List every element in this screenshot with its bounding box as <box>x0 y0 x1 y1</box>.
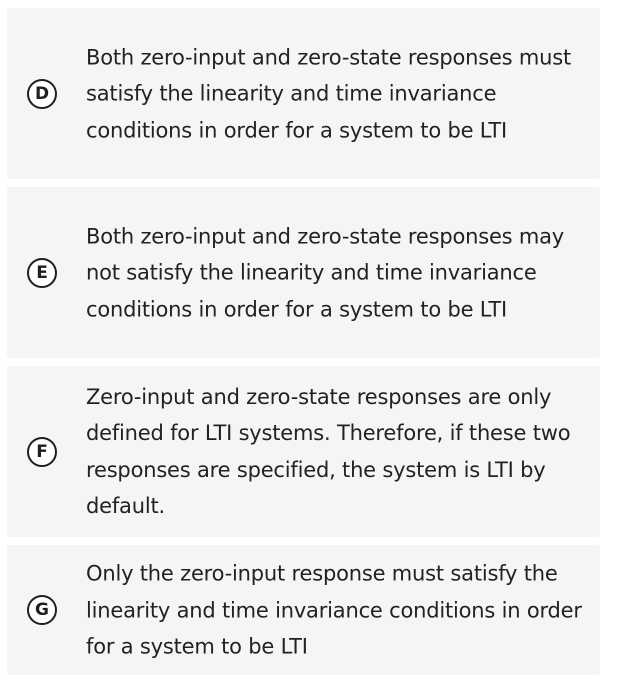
option-letter-badge-e: E <box>27 258 57 288</box>
option-text-g: Only the zero-input response must satisfy the linearity and time invariance conditions in order for a system to be LTI <box>86 561 582 659</box>
option-d[interactable] <box>7 8 600 179</box>
option-f[interactable] <box>7 366 600 537</box>
option-letter-badge-f: F <box>27 437 57 467</box>
answer-options <box>7 8 600 683</box>
option-text-e: Both zero-input and zero-state responses may not satisfy the linearity and time invariance conditions in order for a system to be LTI <box>86 223 565 321</box>
option-text-f: Zero-input and zero-state responses are only defined for LTI systems. Therefore, if these two responses are specified, the system is LTI by default. <box>86 384 571 518</box>
option-g[interactable] <box>7 545 600 675</box>
option-letter-badge-d: D <box>27 79 57 109</box>
option-e[interactable] <box>7 187 600 358</box>
option-text-d: Both zero-input and zero-state responses must satisfy the linearity and time invariance conditions in order for a system to be LTI <box>86 44 572 142</box>
option-letter-badge-g: G <box>27 595 57 625</box>
